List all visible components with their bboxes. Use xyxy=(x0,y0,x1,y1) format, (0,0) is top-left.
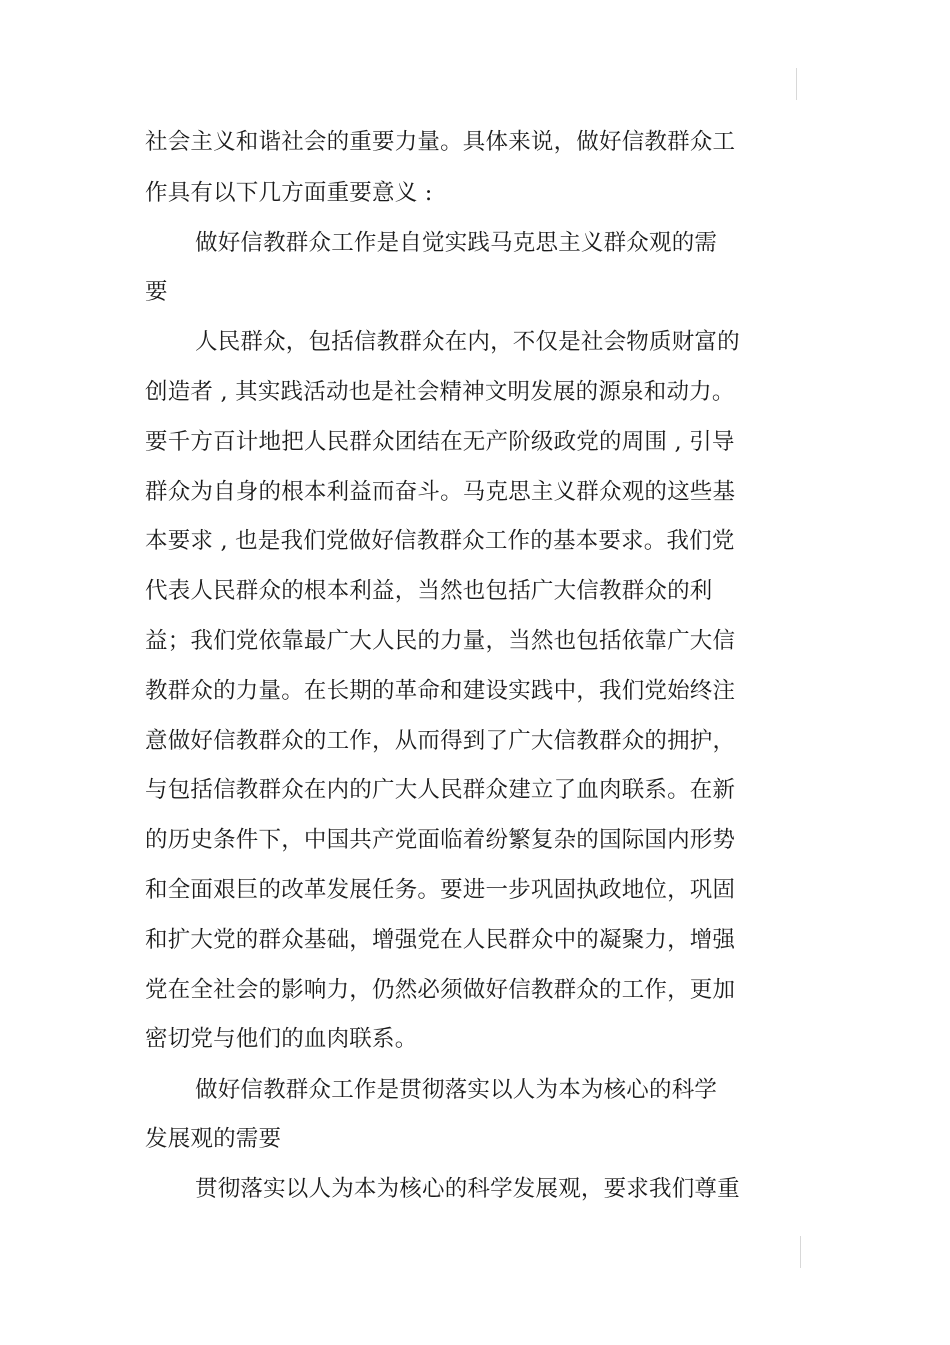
text-line: 本要求 , 也是我们党做好信教群众工作的基本要求。我们党 xyxy=(145,528,735,554)
text-line: 密切党与他们的血肉联系。 xyxy=(145,1026,418,1052)
text-line: 创造者 , 其实践活动也是社会精神文明发展的源泉和动力。 xyxy=(145,379,735,405)
text-line: 和扩大党的群众基础，增强党在人民群众中的凝聚力，增强 xyxy=(145,927,736,953)
text-line: 贯彻落实以人为本为核心的科学发展观，要求我们尊重 xyxy=(195,1176,740,1202)
text-line: 社会主义和谐社会的重要力量。具体来说，做好信教群众工 xyxy=(145,129,736,155)
section-heading: 发展观的需要 xyxy=(145,1126,282,1152)
text-line: 群众为自身的根本利益而奋斗。马克思主义群众观的这些基 xyxy=(145,479,736,505)
text-line: 和全面艰巨的改革发展任务。要进一步巩固执政地位，巩固 xyxy=(145,877,736,903)
text-line: 代表人民群众的根本利益，当然也包括广大信教群众的利 xyxy=(145,578,713,604)
text-line: 党在全社会的影响力，仍然必须做好信教群众的工作，更加 xyxy=(145,977,736,1003)
text-line: 教群众的力量。在长期的革命和建设实践中，我们党始终注 xyxy=(145,678,736,704)
text-line: 作具有以下几方面重要意义 : xyxy=(145,180,433,206)
text-line: 与包括信教群众在内的广大人民群众建立了血肉联系。在新 xyxy=(145,777,736,803)
section-heading: 要 xyxy=(145,279,168,305)
text-line: 的历史条件下，中国共产党面临着纷繁复杂的国际国内形势 xyxy=(145,827,736,853)
page-edge-mark-top xyxy=(796,68,797,100)
text-line: 意做好信教群众的工作，从而得到了广大信教群众的拥护， xyxy=(145,728,736,754)
section-heading: 做好信教群众工作是自觉实践马克思主义群众观的需 xyxy=(195,230,718,256)
text-line: 要千方百计地把人民群众团结在无产阶级政党的周围 , 引导 xyxy=(145,429,735,455)
page-edge-mark-bottom xyxy=(800,1236,801,1268)
text-line: 人民群众，包括信教群众在内，不仅是社会物质财富的 xyxy=(195,329,740,355)
text-line: 益；我们党依靠最广大人民的力量，当然也包括依靠广大信 xyxy=(145,628,736,654)
section-heading: 做好信教群众工作是贯彻落实以人为本为核心的科学 xyxy=(195,1077,718,1103)
